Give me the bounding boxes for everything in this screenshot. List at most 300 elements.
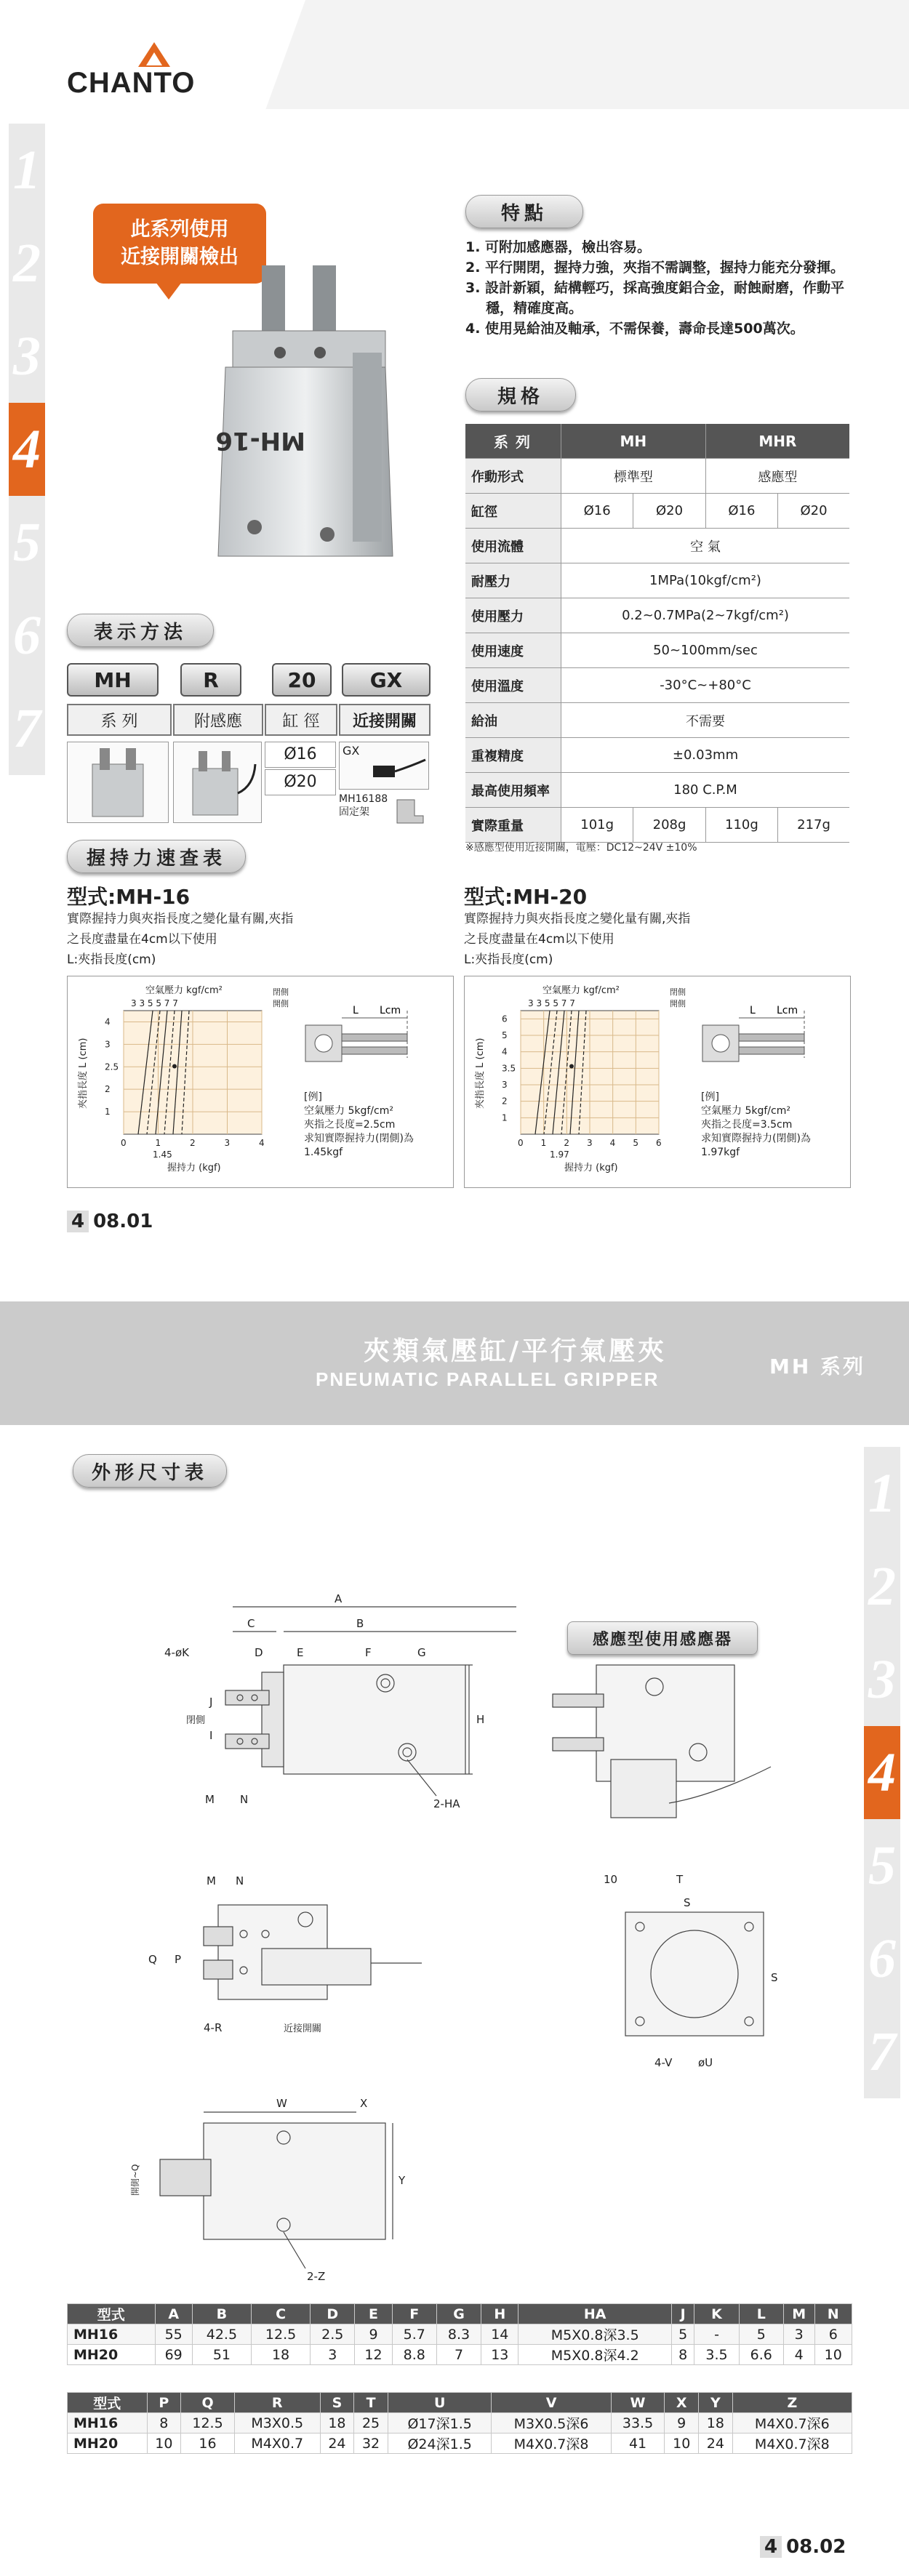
chapter-tab[interactable]: 1: [864, 1447, 900, 1540]
dim-label: N: [240, 1793, 249, 1806]
dim-cell: M4X0.7深6: [732, 2413, 852, 2433]
dim-label: J: [209, 1696, 213, 1709]
table-row: [68, 2433, 852, 2454]
spec-header-mh: MH: [561, 424, 706, 459]
dim-cell: 10: [814, 2345, 852, 2365]
example-line: 1.45kgf: [304, 1147, 343, 1158]
order-code-bore: 20: [272, 663, 332, 697]
dim-cell: M4X0.7: [234, 2433, 320, 2454]
spec-value: 1MPa(10kgf/cm²): [561, 563, 850, 598]
x-tick-label: 0: [518, 1138, 524, 1148]
page-number-2: [760, 2536, 846, 2558]
dim-header-cell: G: [436, 2304, 481, 2324]
example-marker-point: [172, 1064, 177, 1069]
dim-cell: 32: [354, 2433, 388, 2454]
spec-value: ±0.03mm: [561, 738, 850, 773]
dim-cell: 14: [481, 2324, 518, 2345]
chapter-tab[interactable]: 1: [9, 124, 45, 217]
dim-cell: 12.5: [181, 2413, 235, 2433]
table-row: [68, 2324, 852, 2345]
dim-header-cell: X: [665, 2393, 699, 2413]
dim-header-cell: U: [388, 2393, 492, 2413]
dim-header-cell: 型式: [68, 2304, 156, 2324]
dim-cell: 10: [665, 2433, 699, 2454]
example-marker-label: 1.97: [550, 1149, 569, 1160]
x-tick-label: 6: [656, 1138, 662, 1148]
spec-label: 使用溫度: [465, 668, 561, 703]
spec-value: 感應型: [705, 459, 849, 494]
dim-label: W: [276, 2097, 287, 2110]
bottom-view: [130, 2097, 406, 2283]
example-line: 夾指之長度=2.5cm: [304, 1119, 396, 1131]
dim-cell: MH20: [68, 2433, 148, 2454]
grip-desc-line: 實際握持力與夾指長度之變化量有關,夾指: [464, 912, 691, 926]
dim-cell: 3.5: [694, 2345, 739, 2365]
dim-cell: 18: [320, 2413, 354, 2433]
dim-cell: M4X0.7深8: [732, 2433, 852, 2454]
dim-cell: 9: [355, 2324, 392, 2345]
example-line: 1.97kgf: [701, 1147, 740, 1158]
dim-label: 4-R: [204, 2021, 223, 2034]
open-q-label: 開側~Q: [130, 2164, 140, 2196]
legend-open-label: 開側: [670, 999, 686, 1008]
example-line: 求知實際握持力(閉側)為: [304, 1133, 414, 1144]
dim-header-cell: M: [783, 2304, 814, 2324]
banner-series: MH 系列: [769, 1355, 866, 1379]
spec-row: [465, 529, 849, 563]
chapter-tab-active[interactable]: 4: [9, 403, 45, 496]
dimension-table-2: [67, 2392, 852, 2454]
table-row: [68, 2345, 852, 2365]
dim-cell: 2.5: [311, 2324, 355, 2345]
chapter-tab[interactable]: 5: [9, 496, 45, 589]
grip-mh16-finger-diagram: [298, 996, 444, 1076]
dim-label: S: [684, 1896, 691, 1909]
dim-header-cell: R: [234, 2393, 320, 2413]
dim-cell: M3X0.5: [234, 2413, 320, 2433]
series-photo: [67, 742, 169, 823]
dim-label: 4-øK: [164, 1646, 189, 1659]
chapter-tab[interactable]: 7: [864, 2005, 900, 2098]
spec-label: 給油: [465, 703, 561, 738]
dim-header-cell: K: [694, 2304, 739, 2324]
chapter-number: 4: [760, 2536, 782, 2558]
example-line: 空氣壓力 5kgf/cm²: [304, 1105, 393, 1117]
spec-label: 實際重量: [465, 808, 561, 843]
legend-close-label: 閉側: [670, 987, 686, 997]
spec-value: 180 C.P.M: [561, 773, 850, 808]
dim-header-cell: H: [481, 2304, 518, 2324]
gx-label: GX: [343, 744, 360, 758]
dim-label: 2-Z: [307, 2270, 326, 2283]
dim-label: 4-V: [654, 2056, 673, 2069]
order-label-sensor: 附感應: [173, 704, 263, 736]
dim-header-cell: Z: [732, 2393, 852, 2413]
sensor-type-heading: 感應型使用感應器: [567, 1621, 758, 1655]
ordering-heading: 表示方法: [67, 614, 214, 647]
dim-label: 10: [604, 1873, 618, 1886]
dim-cell: 7: [436, 2345, 481, 2365]
dim-header-cell: HA: [518, 2304, 672, 2324]
y-axis-label: 夾指長度 L (cm): [475, 1038, 486, 1109]
spec-row: [465, 494, 849, 529]
dim-cell: -: [694, 2324, 739, 2345]
dim-header-cell: W: [611, 2393, 665, 2413]
x-tick-label: 4: [609, 1138, 616, 1148]
grip-heading: 握持力速查表: [67, 840, 246, 873]
spec-table: [465, 424, 849, 843]
dim-cell: 42.5: [192, 2324, 251, 2345]
chapter-tab[interactable]: 2: [864, 1540, 900, 1633]
y-tick-label: 3: [105, 1039, 111, 1050]
x-tick-label: 2: [564, 1138, 569, 1148]
gripper-product-photo: [211, 251, 422, 571]
dim-header-cell: 型式: [68, 2393, 148, 2413]
spec-header-label: 系列: [465, 424, 561, 459]
order-label-series: 系 列: [67, 704, 172, 736]
spec-row: [465, 773, 849, 808]
spec-value: 217g: [778, 808, 849, 843]
dim-cell: MH16: [68, 2324, 156, 2345]
bore-option: Ø16: [265, 742, 336, 768]
dim-label: H: [476, 1713, 485, 1726]
dim-L-label: L: [353, 1005, 359, 1016]
dim-label: B: [356, 1617, 364, 1630]
dim-label: D: [255, 1646, 263, 1659]
dim-header-cell: Q: [181, 2393, 235, 2413]
sensor-photo: [173, 742, 262, 823]
spec-value: 208g: [633, 808, 705, 843]
y-tick-label: 1: [502, 1112, 508, 1123]
gx-switch-photo: [339, 742, 429, 790]
order-label-bore: 缸 徑: [265, 704, 337, 736]
dim-cell: 5.7: [392, 2324, 436, 2345]
page-number: 08.01: [93, 1211, 153, 1232]
dim-cell: MH16: [68, 2413, 148, 2433]
spec-row: [465, 808, 849, 843]
dim-label: N: [236, 1874, 244, 1887]
grip-desc-line: L:夾指長度(cm): [67, 952, 156, 967]
dim-label: S: [771, 1971, 778, 1984]
spec-value: 101g: [561, 808, 633, 843]
spec-label: 使用速度: [465, 633, 561, 668]
dim-header-cell: P: [147, 2393, 181, 2413]
dim-cell: 24: [699, 2433, 733, 2454]
grip-desc-line: 之長度盡量在4cm以下使用: [67, 932, 217, 947]
dim-cell: 3: [311, 2345, 355, 2365]
dimension-drawings: [116, 1585, 851, 2312]
dim-Lcm-label: Lcm: [777, 1005, 798, 1016]
front-view: [164, 1592, 516, 1810]
example-marker-label: 1.45: [153, 1149, 172, 1160]
logo-triangle-inner: [146, 52, 162, 65]
chapter-tab[interactable]: 6: [9, 589, 45, 682]
dim-header-cell: L: [739, 2304, 783, 2324]
dim-header-cell: S: [320, 2393, 354, 2413]
x-tick-label: 5: [633, 1138, 638, 1148]
bracket-icon: [393, 797, 428, 826]
x-axis-label: 握持力 (kgf): [167, 1163, 221, 1173]
y-tick-label: 2: [502, 1096, 508, 1107]
dim-cell: 4: [783, 2345, 814, 2365]
dim-L-label: L: [750, 1005, 756, 1016]
dim-cell: 55: [155, 2324, 192, 2345]
feature-item: 4. 使用晃給油及軸承，不需保養，壽命長達500萬次。: [465, 321, 804, 337]
y-tick-label: 3.5: [502, 1063, 516, 1074]
y-tick-label: 2.5: [105, 1062, 119, 1072]
pressure-tick-label: 3 3 5 5 7 7: [528, 998, 575, 1008]
dim-header-cell: Y: [699, 2393, 733, 2413]
chapter-tab[interactable]: 2: [9, 217, 45, 310]
page-number-1: [67, 1211, 153, 1232]
dim-cell: 5: [671, 2324, 694, 2345]
dim-header-cell: A: [155, 2304, 192, 2324]
dim-header-cell: D: [311, 2304, 355, 2324]
example-line: 夾指之長度=3.5cm: [701, 1119, 793, 1131]
spec-row: [465, 703, 849, 738]
order-code-series: MH: [67, 663, 159, 697]
example-line: 空氣壓力 5kgf/cm²: [701, 1105, 790, 1117]
spec-value: Ø16: [705, 494, 777, 529]
dim-label: F: [365, 1646, 372, 1659]
spec-row: [465, 738, 849, 773]
bracket-label: MH16188 固定架: [339, 793, 388, 818]
dim-label: E: [297, 1646, 304, 1659]
dim-cell: M4X0.7深8: [492, 2433, 611, 2454]
chapter-tab-active[interactable]: 4: [864, 1726, 900, 1819]
dim-cell: 8: [671, 2345, 694, 2365]
x-tick-label: 3: [224, 1138, 231, 1148]
dim-header-cell: B: [192, 2304, 251, 2324]
spec-value: 標準型: [561, 459, 706, 494]
spec-label: 重複精度: [465, 738, 561, 773]
dim-cell: 5: [739, 2324, 783, 2345]
dim-label: X: [360, 2097, 368, 2110]
sensor-front-view: [553, 1665, 771, 1818]
dim-cell: 18: [251, 2345, 310, 2365]
pressure-axis-label: 空氣壓力 kgf/cm²: [542, 985, 620, 996]
banner-subtitle: PNEUMATIC PARALLEL GRIPPER: [316, 1368, 660, 1390]
feature-item: 2. 平行開閉，握持力強，夾指不需調整，握持力能充分發揮。: [465, 260, 845, 276]
chapter-tab[interactable]: 7: [9, 682, 45, 775]
spec-value: 不需要: [561, 703, 850, 738]
spec-value: 0.2~0.7MPa(2~7kgf/cm²): [561, 598, 850, 633]
dim-cell: 10: [147, 2433, 181, 2454]
spec-header-mhr: MHR: [705, 424, 849, 459]
spec-label: 最高使用頻率: [465, 773, 561, 808]
features-heading: 特點: [465, 195, 583, 228]
bore-option: Ø20: [265, 769, 336, 795]
dim-cell: M5X0.8深4.2: [518, 2345, 672, 2365]
spec-label: 作動形式: [465, 459, 561, 494]
dim-cell: 12: [355, 2345, 392, 2365]
dim-label: C: [247, 1617, 255, 1630]
example-line: [例]: [304, 1091, 322, 1103]
x-tick-label: 4: [259, 1138, 265, 1148]
dim-cell: 33.5: [611, 2413, 665, 2433]
banner-title: 夾類氣壓缸/平行氣壓夾: [364, 1336, 668, 1366]
chapter-tabs-left: [9, 124, 45, 775]
callout-line: 此系列使用: [130, 218, 229, 241]
x-axis-label: 握持力 (kgf): [564, 1163, 618, 1173]
dim-cell: 25: [354, 2413, 388, 2433]
dim-cell: MH20: [68, 2345, 156, 2365]
grip-mh20-chart: [470, 982, 688, 1185]
grip-mh16-title: 型式:MH-16: [67, 885, 191, 909]
x-tick-label: 1: [155, 1138, 161, 1148]
dim-label: M: [207, 1874, 216, 1887]
dim-label: P: [175, 1953, 182, 1966]
grip-mh16-desc: [67, 909, 293, 970]
top-view: [148, 1874, 422, 2034]
dim-header-cell: N: [814, 2304, 852, 2324]
example-line: [例]: [701, 1091, 719, 1103]
dimension-table-1: [67, 2303, 852, 2365]
spec-row: [465, 459, 849, 494]
x-tick-label: 0: [121, 1138, 127, 1148]
grip-desc-line: 實際握持力與夾指長度之變化量有關,夾指: [67, 912, 294, 926]
y-tick-label: 6: [502, 1014, 508, 1024]
grip-desc-line: L:夾指長度(cm): [464, 952, 553, 967]
spec-label: 使用流體: [465, 529, 561, 563]
dim-cell: Ø17深1.5: [388, 2413, 492, 2433]
dim-Lcm-label: Lcm: [380, 1005, 401, 1016]
grip-mh16-example: [304, 1091, 414, 1160]
spec-row: [465, 668, 849, 703]
y-tick-label: 1: [105, 1107, 111, 1118]
dim-cell: 69: [155, 2345, 192, 2365]
x-tick-label: 2: [190, 1138, 196, 1148]
spec-value: Ø20: [778, 494, 849, 529]
dim-label: 2-HA: [433, 1797, 460, 1810]
spec-value: 空 氣: [561, 529, 850, 563]
spec-label: 使用壓力: [465, 598, 561, 633]
legend-open-label: 開側: [273, 999, 289, 1008]
dim-cell: 6.6: [739, 2345, 783, 2365]
example-marker-point: [569, 1064, 574, 1069]
dim-header-cell: C: [251, 2304, 310, 2324]
dim-cell: 6: [814, 2324, 852, 2345]
spec-row: [465, 633, 849, 668]
chapter-tab[interactable]: 5: [864, 1819, 900, 1912]
table-row: [68, 2413, 852, 2433]
dim-cell: M3X0.5深6: [492, 2413, 611, 2433]
callout-line: 近接開關檢出: [121, 246, 239, 268]
spec-header-row: [465, 424, 849, 459]
spec-label: 缸徑: [465, 494, 561, 529]
dim-cell: 12.5: [251, 2324, 310, 2345]
dim-label: M: [205, 1793, 215, 1806]
dim-label: T: [676, 1873, 684, 1886]
chapter-tab[interactable]: 6: [864, 1912, 900, 2005]
spec-value: 110g: [705, 808, 777, 843]
dim-header-cell: V: [492, 2393, 611, 2413]
brand-logo: CHANTO: [67, 67, 196, 99]
dim-label: øU: [698, 2056, 713, 2069]
dim-cell: 18: [699, 2413, 733, 2433]
grip-mh20-title: 型式:MH-20: [464, 885, 588, 909]
dim-header-cell: E: [355, 2304, 392, 2324]
open-close-label: 閉側: [186, 1715, 206, 1726]
y-tick-label: 4: [105, 1016, 111, 1027]
dim-header-cell: F: [392, 2304, 436, 2324]
dim-label: Q: [148, 1953, 157, 1966]
pressure-axis-label: 空氣壓力 kgf/cm²: [145, 985, 223, 996]
y-axis-label: 夾指長度 L (cm): [78, 1038, 89, 1109]
dim-cell: 3: [783, 2324, 814, 2345]
chapter-number: 4: [67, 1211, 89, 1232]
dim-cell: 13: [481, 2345, 518, 2365]
grip-mh20-example: [701, 1091, 811, 1160]
spec-value: Ø16: [561, 494, 633, 529]
chapter-tab[interactable]: 3: [864, 1633, 900, 1726]
grip-mh16-chart: [73, 982, 291, 1185]
dim-cell: Ø24深1.5: [388, 2433, 492, 2454]
dim-cell: 9: [665, 2413, 699, 2433]
dim-cell: M5X0.8深3.5: [518, 2324, 672, 2345]
spec-value: Ø20: [633, 494, 705, 529]
feature-item: 3. 設計新穎，結構輕巧，採高強度鋁合金，耐蝕耐磨，作動平穩，精確度高。: [465, 280, 845, 316]
dim-label: I: [209, 1729, 213, 1742]
proximity-switch-label: 近接開關: [284, 2023, 322, 2034]
chapter-tab[interactable]: 3: [9, 310, 45, 403]
order-label-switch: 近接開關: [339, 704, 431, 736]
outline-heading: 外形尺寸表: [73, 1454, 227, 1488]
grip-desc-line: 之長度盡量在4cm以下使用: [464, 932, 614, 947]
dim-label: A: [335, 1592, 343, 1605]
pressure-tick-label: 3 3 5 5 7 7: [131, 998, 178, 1008]
dim-cell: 8.3: [436, 2324, 481, 2345]
feature-item: 1. 可附加感應器，檢出容易。: [465, 239, 652, 255]
sensor-top-view: [604, 1873, 778, 2069]
y-tick-label: 3: [502, 1080, 508, 1090]
example-line: 求知實際握持力(閉側)為: [701, 1133, 811, 1144]
dim-table-header: [68, 2393, 852, 2413]
x-tick-label: 1: [540, 1138, 547, 1148]
dim-table-header: [68, 2304, 852, 2324]
spec-label: 耐壓力: [465, 563, 561, 598]
dim-cell: 51: [192, 2345, 251, 2365]
spec-row: [465, 598, 849, 633]
legend-close-label: 閉側: [273, 987, 289, 997]
dim-cell: 24: [320, 2433, 354, 2454]
grip-mh20-desc: [464, 909, 690, 970]
dim-header-cell: T: [354, 2393, 388, 2413]
grip-mh20-finger-diagram: [695, 996, 841, 1076]
x-tick-label: 3: [587, 1138, 593, 1148]
y-tick-label: 4: [502, 1046, 508, 1057]
page-number: 08.02: [786, 2536, 846, 2558]
dim-label: Y: [399, 2174, 406, 2187]
callout-tail: [156, 282, 182, 300]
dim-cell: 8.8: [392, 2345, 436, 2365]
svg-text:MH-16: MH-16: [215, 426, 305, 455]
order-code-switch: GX: [342, 663, 431, 697]
spec-value: -30°C~+80°C: [561, 668, 850, 703]
dim-label: G: [417, 1646, 426, 1659]
specs-heading: 規格: [465, 378, 576, 412]
dim-cell: 16: [181, 2433, 235, 2454]
spec-note: ※感應型使用近接開關，電壓：DC12~24V ±10%: [465, 842, 697, 854]
order-code-sensor: R: [180, 663, 241, 697]
chapter-tabs-right: [864, 1447, 900, 2098]
dim-header-cell: J: [671, 2304, 694, 2324]
spec-row: [465, 563, 849, 598]
y-tick-label: 2: [105, 1084, 111, 1095]
dim-cell: 41: [611, 2433, 665, 2454]
features-list: [465, 237, 858, 339]
top-band-diagonal: [0, 0, 909, 120]
